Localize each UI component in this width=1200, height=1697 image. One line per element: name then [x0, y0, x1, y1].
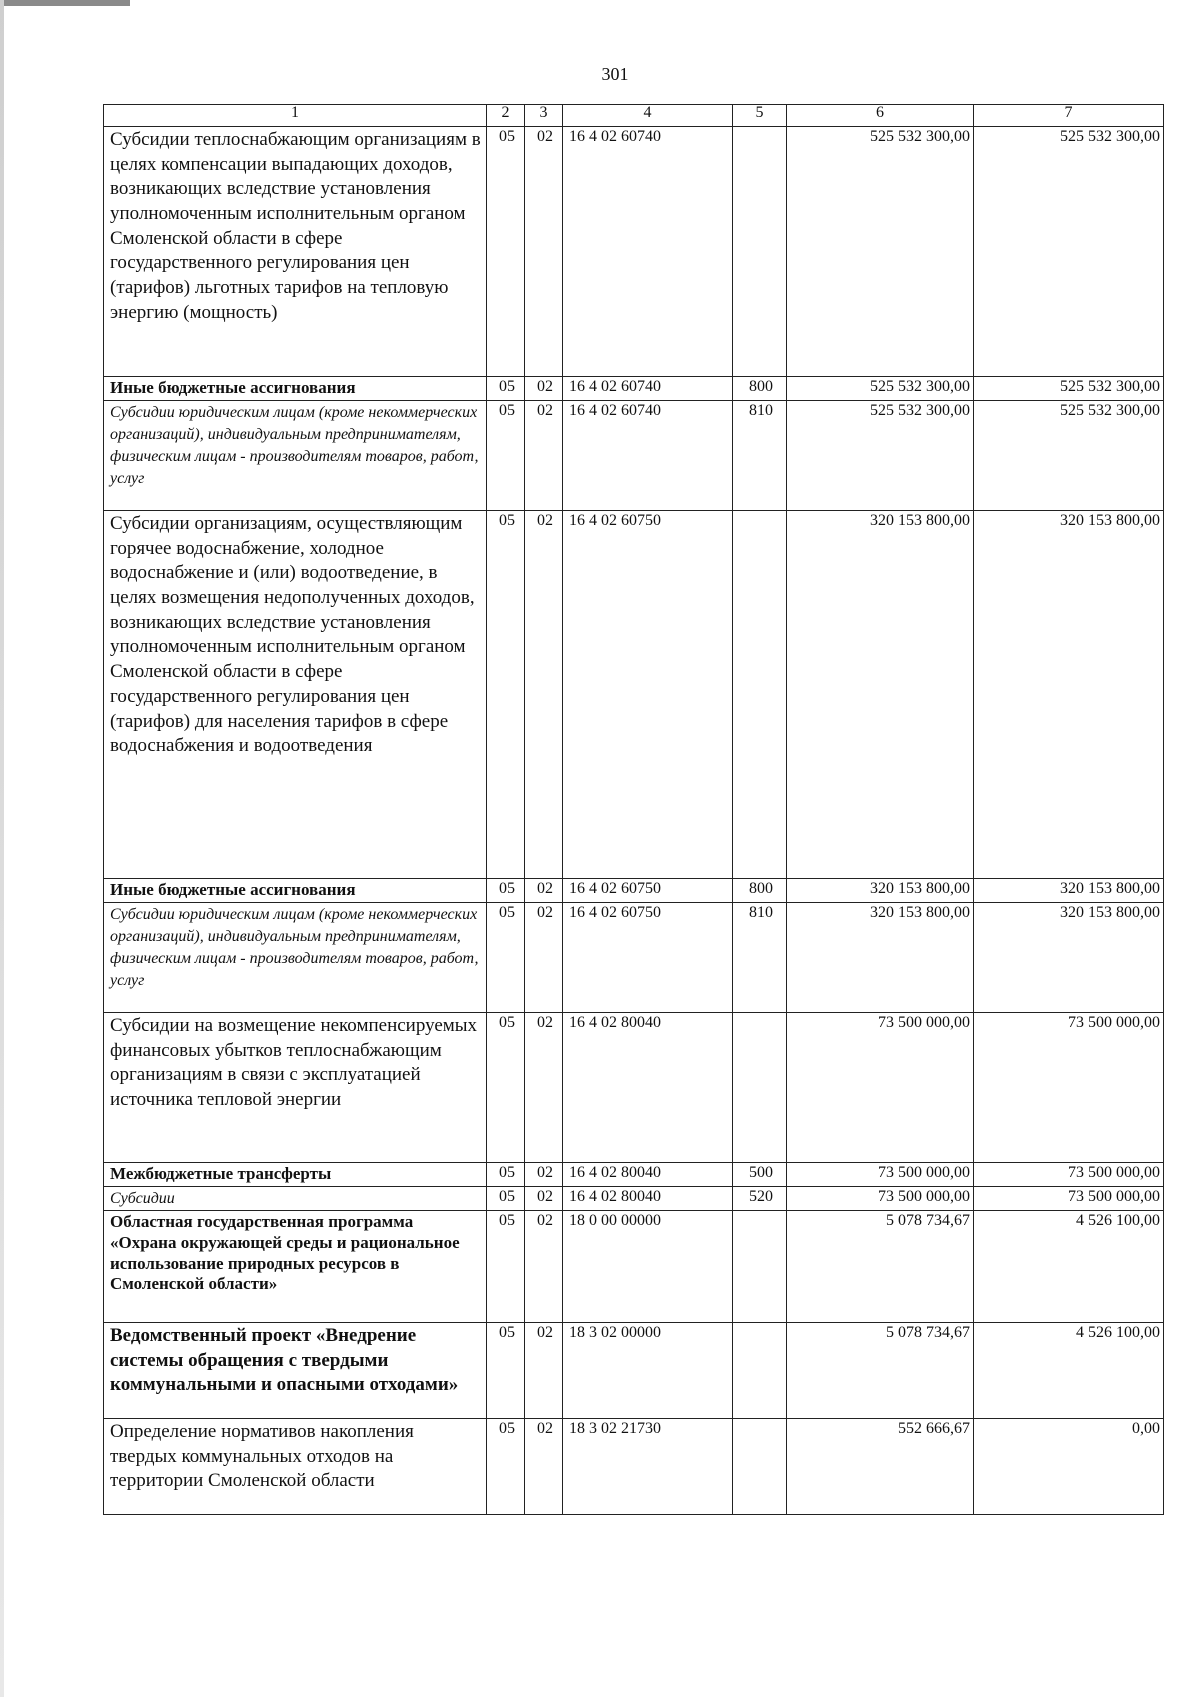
target-article-code-cell: 16 4 02 80040	[563, 1187, 733, 1211]
target-article-code-cell: 18 3 02 00000	[563, 1323, 733, 1419]
subsection-code-cell: 02	[525, 511, 563, 879]
row-name-cell: Субсидии	[104, 1187, 487, 1211]
expense-type-code-cell: 800	[733, 377, 787, 401]
column-number-header: 4	[563, 105, 733, 127]
amount-year-1-cell: 320 153 800,00	[787, 903, 974, 1013]
amount-year-2-cell: 525 532 300,00	[974, 127, 1164, 377]
row-name-cell: Субсидии юридическим лицам (кроме некоммерческих организаций), индивидуальным предпринимателям, физическим лицам - производителям товаров, работ, услуг	[104, 401, 487, 511]
column-number-header: 6	[787, 105, 974, 127]
amount-year-2-cell: 4 526 100,00	[974, 1211, 1164, 1323]
table-row	[104, 879, 1164, 903]
table-row	[104, 1419, 1164, 1515]
target-article-code-cell: 16 4 02 80040	[563, 1013, 733, 1163]
column-number-header: 7	[974, 105, 1164, 127]
section-code-cell: 05	[487, 377, 525, 401]
amount-year-1-cell: 552 666,67	[787, 1419, 974, 1515]
budget-table	[103, 104, 1164, 1515]
amount-year-2-cell: 73 500 000,00	[974, 1013, 1164, 1163]
subsection-code-cell: 02	[525, 1419, 563, 1515]
table-row	[104, 1013, 1164, 1163]
section-code-cell: 05	[487, 1211, 525, 1323]
row-name-cell: Субсидии юридическим лицам (кроме некоммерческих организаций), индивидуальным предпринимателям, физическим лицам - производителям товаров, работ, услуг	[104, 903, 487, 1013]
amount-year-1-cell: 5 078 734,67	[787, 1211, 974, 1323]
expense-type-code-cell	[733, 1419, 787, 1515]
page-number: 301	[601, 64, 629, 84]
target-article-code-cell: 18 0 00 00000	[563, 1211, 733, 1323]
row-name-cell: Определение нормативов накопления твердых коммунальных отходов на территории Смоленской области	[104, 1419, 487, 1515]
target-article-code-cell: 18 3 02 21730	[563, 1419, 733, 1515]
section-code-cell: 05	[487, 1187, 525, 1211]
subsection-code-cell: 02	[525, 1163, 563, 1187]
amount-year-2-cell: 73 500 000,00	[974, 1163, 1164, 1187]
amount-year-1-cell: 5 078 734,67	[787, 1323, 974, 1419]
amount-year-1-cell: 73 500 000,00	[787, 1163, 974, 1187]
target-article-code-cell: 16 4 02 80040	[563, 1163, 733, 1187]
column-number-header: 1	[104, 105, 487, 127]
amount-year-2-cell: 320 153 800,00	[974, 879, 1164, 903]
amount-year-2-cell: 320 153 800,00	[974, 903, 1164, 1013]
subsection-code-cell: 02	[525, 1323, 563, 1419]
target-article-code-cell: 16 4 02 60740	[563, 377, 733, 401]
amount-year-2-cell: 73 500 000,00	[974, 1187, 1164, 1211]
row-name-cell: Субсидии теплоснабжающим организациям в целях компенсации выпадающих доходов, возникающих вследствие установления уполномоченным исполнительным органом Смоленской области в сфере государственного регулирования цен (тарифов) льготных тарифов на тепловую энергию (мощность)	[104, 127, 487, 377]
table-row	[104, 401, 1164, 511]
table-row	[104, 511, 1164, 879]
scan-edge-top	[0, 0, 130, 6]
table-row	[104, 377, 1164, 401]
target-article-code-cell: 16 4 02 60750	[563, 903, 733, 1013]
table-row	[104, 903, 1164, 1013]
subsection-code-cell: 02	[525, 879, 563, 903]
target-article-code-cell: 16 4 02 60750	[563, 879, 733, 903]
section-code-cell: 05	[487, 401, 525, 511]
row-name-cell: Субсидии на возмещение некомпенсируемых финансовых убытков теплоснабжающим организациям в связи с эксплуатацией источника тепловой энергии	[104, 1013, 487, 1163]
column-number-header: 3	[525, 105, 563, 127]
section-code-cell: 05	[487, 903, 525, 1013]
scan-edge-left	[0, 0, 4, 1697]
expense-type-code-cell: 810	[733, 401, 787, 511]
row-name-cell: Межбюджетные трансферты	[104, 1163, 487, 1187]
target-article-code-cell: 16 4 02 60740	[563, 401, 733, 511]
table-row	[104, 1163, 1164, 1187]
subsection-code-cell: 02	[525, 401, 563, 511]
subsection-code-cell: 02	[525, 1013, 563, 1163]
amount-year-2-cell: 4 526 100,00	[974, 1323, 1164, 1419]
section-code-cell: 05	[487, 127, 525, 377]
row-name-cell: Иные бюджетные ассигнования	[104, 377, 487, 401]
amount-year-1-cell: 320 153 800,00	[787, 879, 974, 903]
amount-year-1-cell: 320 153 800,00	[787, 511, 974, 879]
expense-type-code-cell	[733, 127, 787, 377]
column-number-header-row	[104, 105, 1164, 127]
section-code-cell: 05	[487, 879, 525, 903]
amount-year-1-cell: 525 532 300,00	[787, 127, 974, 377]
section-code-cell: 05	[487, 1163, 525, 1187]
subsection-code-cell: 02	[525, 1187, 563, 1211]
table-row	[104, 1323, 1164, 1419]
target-article-code-cell: 16 4 02 60740	[563, 127, 733, 377]
row-name-cell: Ведомственный проект «Внедрение системы обращения с твердыми коммунальными и опасными отходами»	[104, 1323, 487, 1419]
amount-year-1-cell: 73 500 000,00	[787, 1187, 974, 1211]
amount-year-1-cell: 525 532 300,00	[787, 401, 974, 511]
amount-year-1-cell: 73 500 000,00	[787, 1013, 974, 1163]
target-article-code-cell: 16 4 02 60750	[563, 511, 733, 879]
amount-year-2-cell: 320 153 800,00	[974, 511, 1164, 879]
expense-type-code-cell: 810	[733, 903, 787, 1013]
amount-year-1-cell: 525 532 300,00	[787, 377, 974, 401]
table-row	[104, 1187, 1164, 1211]
expense-type-code-cell	[733, 1323, 787, 1419]
expense-type-code-cell: 800	[733, 879, 787, 903]
expense-type-code-cell	[733, 511, 787, 879]
table-row	[104, 127, 1164, 377]
table-row	[104, 1211, 1164, 1323]
section-code-cell: 05	[487, 511, 525, 879]
subsection-code-cell: 02	[525, 377, 563, 401]
subsection-code-cell: 02	[525, 1211, 563, 1323]
amount-year-2-cell: 525 532 300,00	[974, 401, 1164, 511]
expense-type-code-cell	[733, 1211, 787, 1323]
amount-year-2-cell: 525 532 300,00	[974, 377, 1164, 401]
section-code-cell: 05	[487, 1419, 525, 1515]
section-code-cell: 05	[487, 1013, 525, 1163]
section-code-cell: 05	[487, 1323, 525, 1419]
column-number-header: 2	[487, 105, 525, 127]
row-name-cell: Областная государственная программа «Охрана окружающей среды и рациональное использование природных ресурсов в Смоленской области»	[104, 1211, 487, 1323]
row-name-cell: Субсидии организациям, осуществляющим горячее водоснабжение, холодное водоснабжение и (или) водоотведение, в целях возмещения недополученных доходов, возникающих вследствие установления уполномоченным исполнительным органом Смоленской области в сфере государственного регулирования цен (тарифов) для населения тарифов в сфере водоснабжения и водоотведения	[104, 511, 487, 879]
subsection-code-cell: 02	[525, 903, 563, 1013]
expense-type-code-cell: 500	[733, 1163, 787, 1187]
column-number-header: 5	[733, 105, 787, 127]
expense-type-code-cell: 520	[733, 1187, 787, 1211]
row-name-cell: Иные бюджетные ассигнования	[104, 879, 487, 903]
subsection-code-cell: 02	[525, 127, 563, 377]
amount-year-2-cell: 0,00	[974, 1419, 1164, 1515]
expense-type-code-cell	[733, 1013, 787, 1163]
